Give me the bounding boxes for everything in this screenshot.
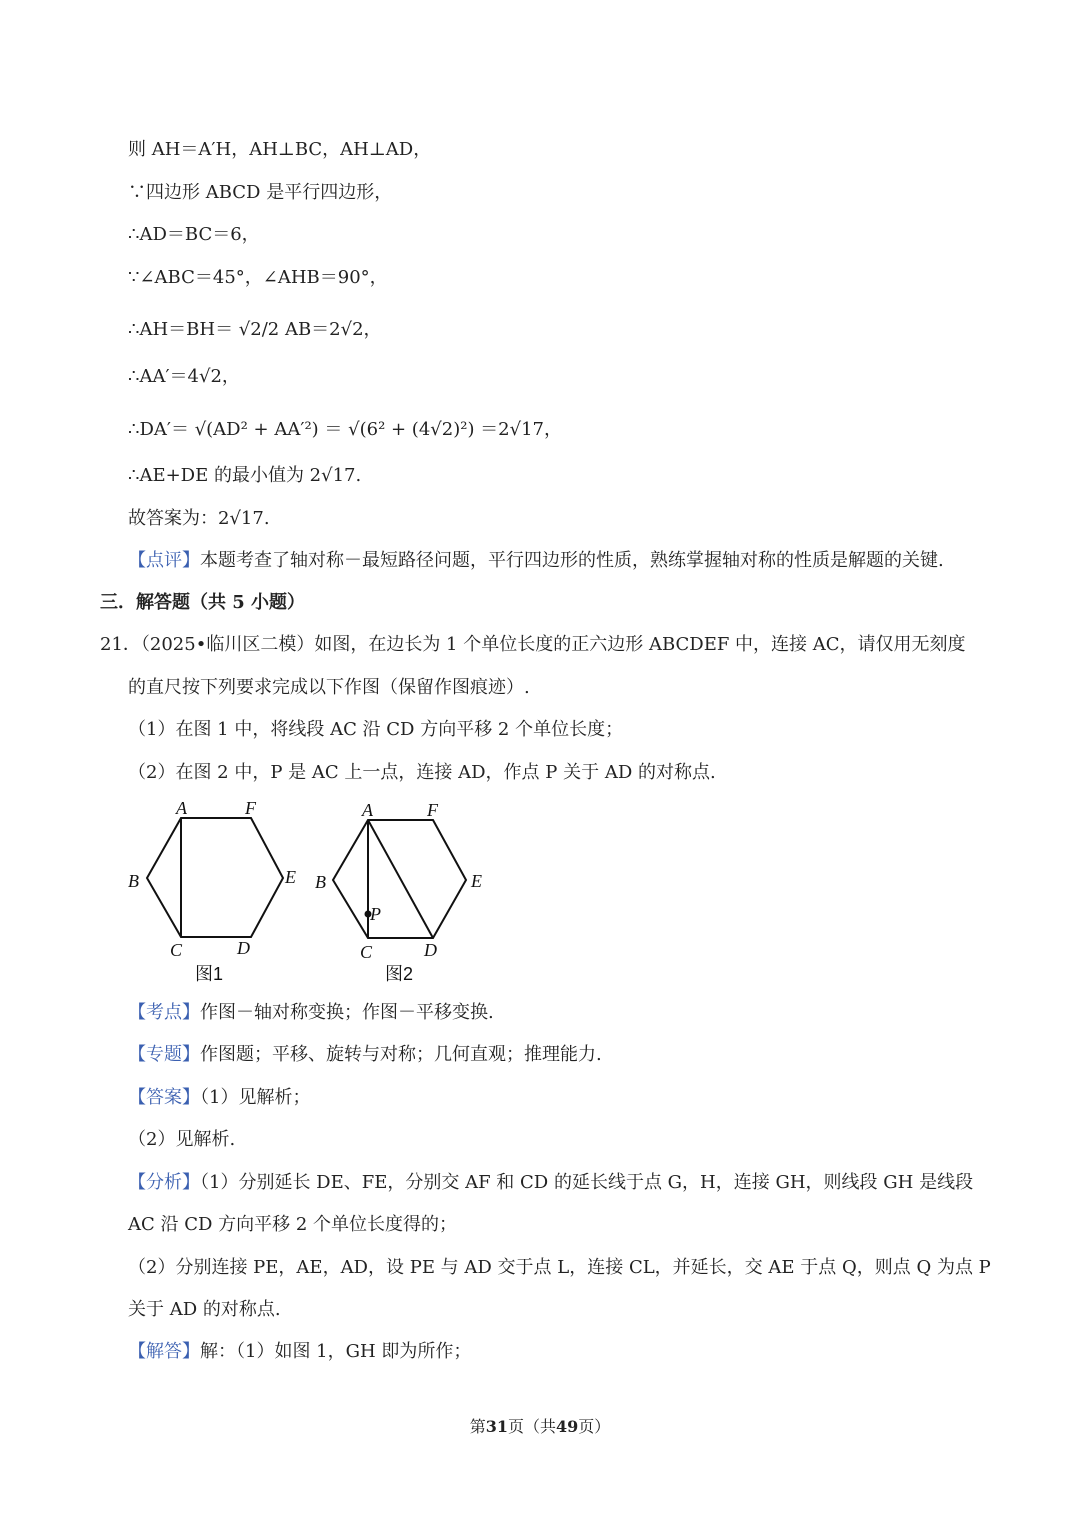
- topic-text: 作图题；平移、旋转与对称；几何直观；推理能力.: [200, 1044, 602, 1065]
- solution-line-8: ∴AE+DE 的最小值为 2√17.: [128, 465, 362, 486]
- solution-answer-line: [128, 1340, 471, 1364]
- knowledge-text: 作图－轴对称变换；作图－平移变换.: [200, 1002, 494, 1023]
- answer-tag: 【答案】: [128, 1087, 200, 1108]
- answer-line-2: （2）见解析.: [128, 1129, 236, 1150]
- analysis-line-2: AC 沿 CD 方向平移 2 个单位长度得的；: [128, 1214, 458, 1235]
- solution-line-2: ∵四边形 ABCD 是平行四边形，: [128, 182, 393, 203]
- analysis-line-3: （2）分别连接 PE，AE，AD，设 PE 与 AD 交于点 L，连接 CL，并延长，交 AE 于点 Q，则点 Q 为点 P: [128, 1257, 991, 1278]
- hexagon-figures: [125, 796, 505, 995]
- review-line: [128, 549, 944, 573]
- answer-text: （1）见解析；: [200, 1087, 311, 1108]
- fig1-label-b: B: [128, 871, 139, 891]
- fig2-label-c: C: [360, 942, 373, 962]
- fig2-caption: 图2: [385, 964, 414, 984]
- fig1-label-d: D: [237, 938, 250, 958]
- solution-line-3: ∴AD＝BC＝6，: [128, 224, 260, 245]
- solution-line-9: 故答案为：2√17.: [128, 508, 270, 529]
- fig1-label-e: E: [285, 867, 296, 887]
- question-21-line-1: 21．（2025•临川区二模）如图，在边长为 1 个单位长度的正六边形 ABCDEF 中，连接 AC，请仅用无刻度: [100, 634, 966, 655]
- figure-2: [315, 800, 482, 984]
- footer-total-pages: 49: [556, 1417, 579, 1436]
- topic-line: [128, 1043, 602, 1067]
- solution-line-4: ∵∠ABC＝45°，∠AHB＝90°，: [128, 267, 388, 288]
- section-heading: 三．解答题（共 5 小题）: [100, 592, 306, 613]
- question-21-part-2: （2）在图 2 中，P 是 AC 上一点，连接 AD，作点 P 关于 AD 的对称点.: [128, 762, 716, 783]
- footer-mid: 页（共: [507, 1417, 556, 1436]
- analysis-tag: 【分析】: [128, 1172, 200, 1193]
- fig2-label-p: P: [370, 904, 381, 924]
- fig2-label-d: D: [424, 940, 437, 960]
- topic-tag: 【专题】: [128, 1044, 200, 1065]
- knowledge-point-line: [128, 1001, 494, 1025]
- question-21-part-1: （1）在图 1 中，将线段 AC 沿 CD 方向平移 2 个单位长度；: [128, 719, 624, 740]
- page-footer: [0, 1414, 1080, 1437]
- answer-line: [128, 1086, 310, 1110]
- solution-tag: 【解答】: [128, 1341, 200, 1362]
- solution-line-5: ∴AH＝BH＝ √2/2 AB＝2√2，: [128, 319, 382, 340]
- footer-prefix: 第: [469, 1417, 486, 1436]
- footer-suffix: 页）: [578, 1417, 611, 1436]
- figure-1: [128, 798, 296, 984]
- fig1-label-f: F: [245, 798, 256, 818]
- fig1-label-c: C: [170, 940, 183, 960]
- fig2-label-e: E: [471, 871, 482, 891]
- analysis-line-4: 关于 AD 的对称点.: [128, 1299, 281, 1320]
- footer-page-number: 31: [485, 1417, 508, 1436]
- fig1-label-a: A: [176, 798, 187, 818]
- fig1-caption: 图1: [195, 964, 224, 984]
- question-21-line-2: 的直尺按下列要求完成以下作图（保留作图痕迹）.: [128, 677, 530, 698]
- solution-line-6: ∴AA′＝4√2，: [128, 366, 240, 387]
- analysis-text: （1）分别延长 DE、FE，分别交 AF 和 CD 的延长线于点 G，H，连接 GH，则线段 GH 是线段: [200, 1172, 974, 1193]
- solution-line-7: ∴DA′＝ √(AD² + AA′²) ＝ √(6² + (4√2)²) ＝2√17，: [128, 419, 563, 440]
- fig2-label-b: B: [315, 872, 326, 892]
- review-tag: 【点评】: [128, 550, 200, 571]
- knowledge-tag: 【考点】: [128, 1002, 200, 1023]
- review-text: 本题考查了轴对称－最短路径问题，平行四边形的性质，熟练掌握轴对称的性质是解题的关键.: [200, 550, 944, 571]
- fig2-label-a: A: [362, 800, 373, 820]
- solution-line-1: 则 AH＝A′H，AH⊥BC，AH⊥AD，: [128, 139, 432, 160]
- analysis-line: [128, 1171, 973, 1195]
- solution-text: 解：（1）如图 1，GH 即为所作；: [200, 1341, 472, 1362]
- fig2-label-f: F: [427, 800, 438, 820]
